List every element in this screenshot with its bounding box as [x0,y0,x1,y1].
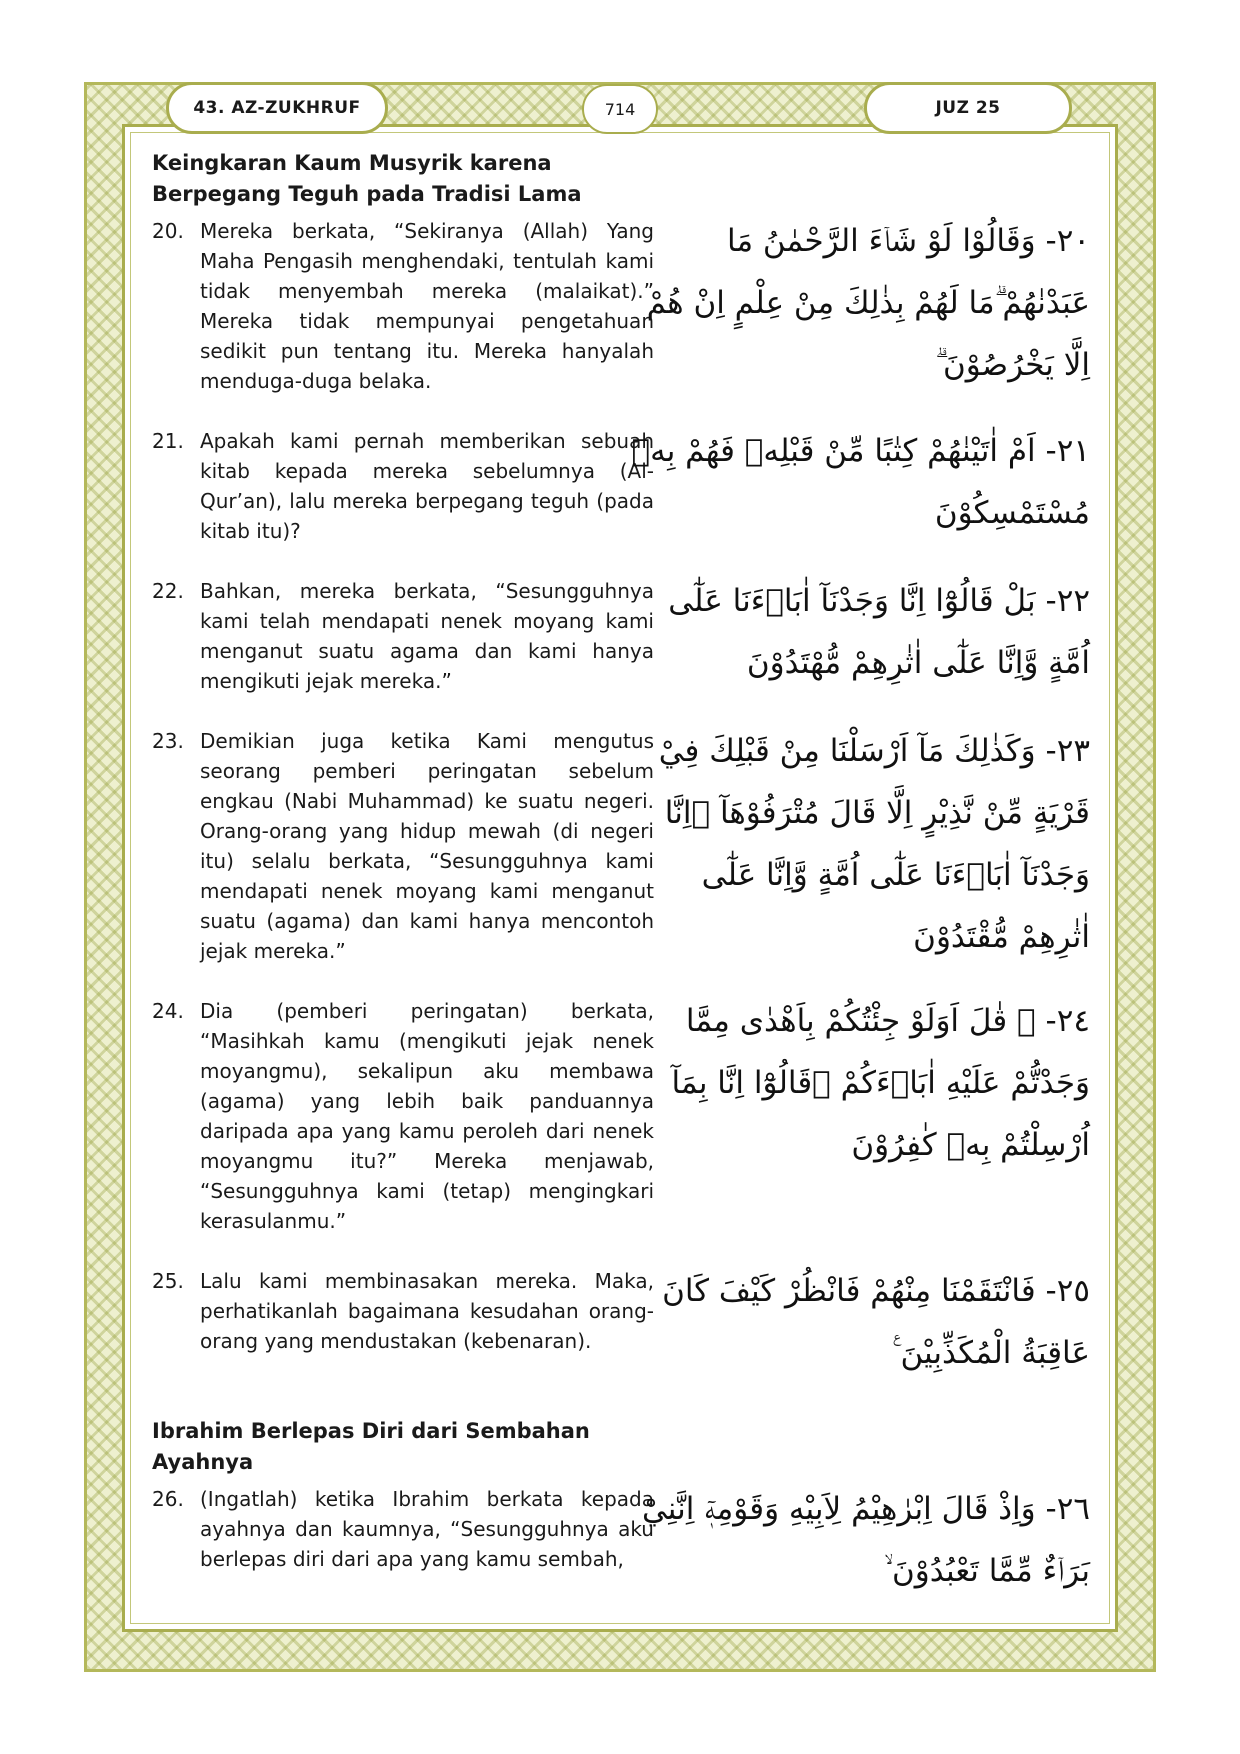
verse-arabic [630,720,1090,968]
arabic-text: فَانْتَقَمْنَا مِنْهُمْ فَانْظُرْ كَيْفَ كَانَ عَاقِبَةُ الْمُكَذِّبِيْنَ ࣖ [662,1273,1090,1371]
page-number: 714 [582,84,658,134]
verse-arabic [630,420,1090,544]
verse-translation: Bahkan, mereka berkata, “Sesungguhnya kami telah mendapati nenek moyang kami menganut suatu agama dan kami hanya mengikuti jejak mereka.” [200,579,654,693]
verse-number: 23. [152,729,184,753]
verse-translation: Mereka berkata, “Sekiranya (Allah) Yang Maha Pengasih menghendaki, tentulah kami tidak menyembah mereka (malaikat).” Mereka tidak mempunyai pengetahuan sedikit pun tentang itu. Mereka hanyalah menduga-duga belaka. [200,219,654,393]
arabic-verse-number: ٢٤- [1045,1003,1090,1039]
arabic-text: اَمْ اٰتَيْنٰهُمْ كِتٰبًا مِّنْ قَبْلِهٖ فَهُمْ بِهٖ مُسْتَمْسِكُوْنَ [631,433,1090,531]
arabic-text: وَقَالُوْا لَوْ شَاۤءَ الرَّحْمٰنُ مَا عَبَدْنٰهُمْ ۗمَا لَهُمْ بِذٰلِكَ مِنْ عِلْمٍ اِنْ هُمْ اِلَّا يَخْرُصُوْنَ ۗ [646,223,1090,383]
section-title-line: Ayahnya [152,1450,254,1474]
arabic-text: وَكَذٰلِكَ مَآ اَرْسَلْنَا مِنْ قَبْلِكَ فِيْ قَرْيَةٍ مِّنْ نَّذِيْرٍ اِلَّا قَالَ مُتْرَفُوْهَآ ۙاِنَّا وَجَدْنَآ اٰبَاۤءَنَا عَلٰٓى اُمَّةٍ وَّاِنَّا عَلٰٓى اٰثٰرِهِمْ مُّقْتَدُوْنَ [658,733,1090,955]
verse-arabic [630,990,1090,1176]
verse-number: 25. [152,1269,184,1293]
arabic-text: بَلْ قَالُوْٓا اِنَّا وَجَدْنَآ اٰبَاۤءَنَا عَلٰٓى اُمَّةٍ وَّاِنَّا عَلٰٓى اٰثٰرِهِمْ مُّهْتَدُوْنَ [668,583,1090,681]
verse-arabic [630,1478,1090,1602]
verse-arabic [630,210,1090,396]
verse-number: 21. [152,429,184,453]
verse-number: 22. [152,579,184,603]
arabic-text: ۞ قٰلَ اَوَلَوْ جِئْتُكُمْ بِاَهْدٰى مِمَّا وَجَدْتُّمْ عَلَيْهِ اٰبَاۤءَكُمْ ۗقَالُوْٓا اِنَّا بِمَآ اُرْسِلْتُمْ بِهٖ كٰفِرُوْنَ [671,1003,1090,1163]
section-title-line: Keingkaran Kaum Musyrik karena [152,151,552,175]
verse-translation: Apakah kami pernah memberikan sebuah kitab kepada mereka sebelumnya (Al-Qur’an), lalu mereka berpegang teguh (pada kitab itu)? [200,429,654,543]
section-title-line: Ibrahim Berlepas Diri dari Sembahan [152,1419,590,1443]
verse-arabic [630,570,1090,694]
section-heading [152,148,592,210]
verse-arabic [630,1260,1090,1384]
surah-title: 43. AZ-ZUKHRUF [166,82,388,134]
arabic-text: وَاِذْ قَالَ اِبْرٰهِيْمُ لِاَبِيْهِ وَقَوْمِهٖٓ اِنَّنِيْ بَرَاۤءٌ مِّمَّا تَعْبُدُوْنَ ۙ [641,1491,1090,1589]
arabic-verse-number: ٢١- [1045,433,1090,469]
arabic-verse-number: ٢٠- [1045,223,1090,259]
verse-translation: Demikian juga ketika Kami mengutus seorang pemberi peringatan sebelum engkau (Nabi Muhammad) ke suatu negeri. Orang-orang yang hidup mewah (di negeri itu) selalu berkata, “Sesungguhnya kami mendapati nenek moyang kami menganut suatu (agama) dan kami hanya mencontoh jejak mereka.” [200,729,654,963]
verse-translation: Lalu kami membinasakan mereka. Maka, perhatikanlah bagaimana kesudahan orang-orang yang mendustakan (kebenaran). [200,1269,654,1353]
arabic-verse-number: ٢٥- [1045,1273,1090,1309]
section-title-line: Berpegang Teguh pada Tradisi Lama [152,182,582,206]
arabic-verse-number: ٢٦- [1045,1491,1090,1527]
verse-translation: (Ingatlah) ketika Ibrahim berkata kepada ayahnya dan kaumnya, “Sesungguhnya aku berlepas diri dari apa yang kamu sembah, [200,1487,654,1571]
juz-label: JUZ 25 [864,82,1072,134]
verse-number: 20. [152,219,184,243]
arabic-verse-number: ٢٢- [1045,583,1090,619]
section-heading [152,1416,592,1478]
arabic-verse-number: ٢٣- [1045,733,1090,769]
verse-number: 24. [152,999,184,1023]
verse-translation: Dia (pemberi peringatan) berkata, “Masihkah kamu (mengikuti jejak nenek moyangmu), sekalipun aku membawa (agama) yang lebih baik panduannya daripada apa yang kamu peroleh dari nenek moyangmu itu?” Mereka menjawab, “Sesungguhnya kami (tetap) mengingkari kerasulanmu.” [200,999,654,1233]
verse-number: 26. [152,1487,184,1511]
